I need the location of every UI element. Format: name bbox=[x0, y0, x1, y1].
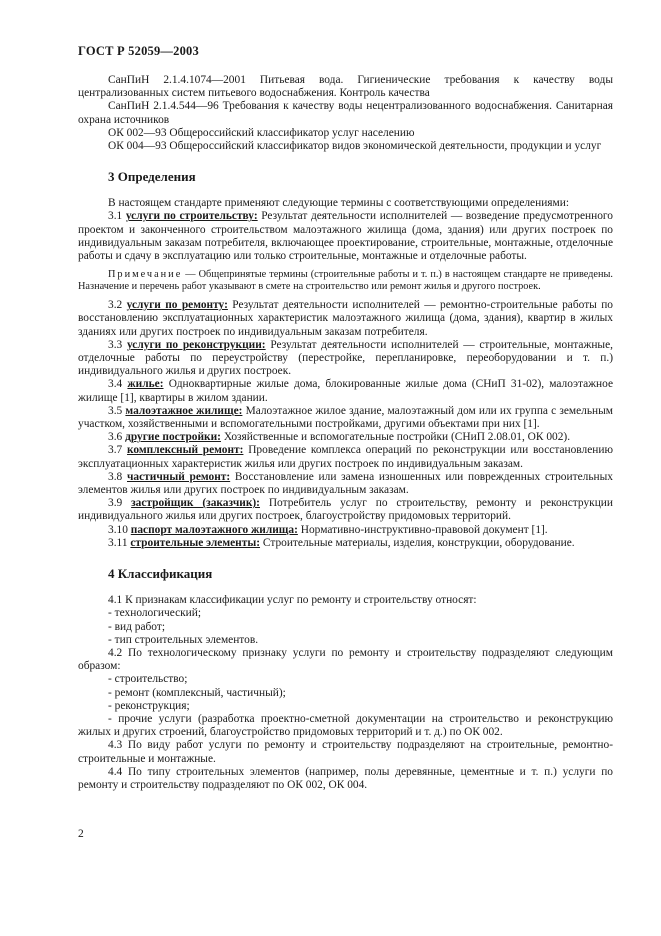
definition-number: 3.7 bbox=[108, 444, 123, 457]
definition-text: Малоэтажное жилое здание, малоэтажный дом или их группа с земельным участком, хозяйственными и вспомогательными постройками, другими объектами при них [1]. bbox=[78, 404, 613, 431]
definition-3-7 bbox=[78, 444, 613, 470]
list-item: - технологический; bbox=[108, 607, 202, 620]
definition-number: 3.8 bbox=[108, 470, 123, 483]
definition-term: услуги по строительству: bbox=[125, 210, 258, 223]
definition-term: паспорт малоэтажного жилища: bbox=[130, 523, 298, 536]
definition-term: услуги по реконструкции: bbox=[126, 338, 266, 351]
definition-number: 3.6 bbox=[108, 431, 123, 444]
clause-4-1: 4.1 К признакам классификации услуг по ремонту и строительству относят: bbox=[108, 594, 477, 607]
reference-ok-002: ОК 002—93 Общероссийский классификатор услуг населению bbox=[108, 126, 415, 139]
definition-3-5 bbox=[78, 405, 613, 431]
list-item: - вид работ; bbox=[108, 620, 165, 633]
definition-term: строительные элементы: bbox=[130, 536, 261, 549]
definition-number: 3.5 bbox=[108, 404, 123, 417]
definition-text: Хозяйственные и вспомогательные постройки (СНиП 2.08.01, ОК 002). bbox=[223, 431, 571, 444]
document-body bbox=[78, 74, 613, 792]
clause-4-4: 4.4 По типу строительных элементов (например, полы деревянные, цементные и т. п.) услуги по ремонту и строительству подразделяют по ОК 002, ОК 004. bbox=[78, 765, 613, 791]
section-3-title: 3 Определения bbox=[108, 169, 196, 185]
definition-3-3 bbox=[78, 339, 613, 379]
list-item: - строительство; bbox=[108, 673, 188, 686]
definition-number: 3.9 bbox=[108, 497, 123, 510]
list-item: - ремонт (комплексный, частичный); bbox=[108, 686, 286, 699]
definition-text: Нормативно-инструктивно-правовой документ [1]. bbox=[300, 523, 548, 536]
definition-text: Восстановление или замена изношенных или поврежденных строительных элементов жилья или других построек по индивидуальным заказам. bbox=[78, 470, 613, 497]
note-label: Примечание bbox=[108, 269, 183, 281]
document-header: ГОСТ Р 52059—2003 bbox=[78, 44, 199, 58]
definition-3-1 bbox=[78, 210, 613, 263]
definition-3-4 bbox=[78, 378, 613, 404]
reference-sanpin-544: СанПиН 2.1.4.544—96 Требования к качеству воды нецентрализованного водоснабжения. Санитарная охрана источников bbox=[78, 100, 613, 126]
definition-3-10 bbox=[78, 524, 613, 537]
definition-text: Результат деятельности исполнителей — строительные, монтажные, отделочные работы по переустройству (перестройке, перепланировке, переоборудовании и т. п.) индивидуального жилья и других построек. bbox=[78, 338, 613, 378]
page-number: 2 bbox=[78, 828, 84, 840]
definition-text: Проведение комплекса операций по реконструкции или восстановлению эксплуатационных характеристик жилья или других построек по индивидуальным заказам. bbox=[78, 444, 613, 470]
note-text: — Общепринятые термины (строительные работы и т. п.) в настоящем стандарте не приведены. Назначение и перечень работ указывают в смете на строительство или ремонт жилья и другого построек. bbox=[78, 269, 613, 293]
note bbox=[78, 269, 613, 293]
definition-text: Строительные материалы, изделия, конструкции, оборудование. bbox=[262, 536, 575, 549]
definition-number: 3.1 bbox=[108, 210, 123, 223]
clause-4-3: 4.3 По виду работ услуги по ремонту и строительству подразделяют на строительные, ремонтно-строительные и монтажные. bbox=[78, 739, 613, 765]
definition-term: жилье: bbox=[127, 378, 164, 391]
definition-text: Одноквартирные жилые дома, блокированные жилые дома (СНиП 31-02), малоэтажное жилище [1], квартиры в жилом здании. bbox=[78, 378, 613, 404]
section-4-title: 4 Классификация bbox=[108, 566, 213, 582]
definition-number: 3.3 bbox=[108, 338, 123, 351]
definition-3-2 bbox=[78, 299, 613, 339]
definition-number: 3.10 bbox=[108, 523, 128, 536]
definition-text: Результат деятельности исполнителей — возведение предусмотренного проектом и законченного строительством малоэтажного жилища (дома, здания) или других построек по индивидуальным заказам потребителя, включающее проектирование, строительные, монтажные, отделочные работы и сдачу в эксплуатацию или только строительные, монтажные и отделочные работы. bbox=[78, 210, 613, 263]
definition-number: 3.4 bbox=[108, 378, 123, 391]
definition-term: комплексный ремонт: bbox=[127, 444, 244, 457]
definition-number: 3.11 bbox=[108, 536, 128, 549]
definition-3-6 bbox=[78, 431, 613, 444]
definition-term: малоэтажное жилище: bbox=[125, 404, 243, 417]
list-item: - тип строительных элементов. bbox=[108, 633, 259, 646]
definition-term: частичный ремонт: bbox=[127, 470, 231, 483]
list-item: - прочие услуги (разработка проектно-сметной документации на строительство и реконструкцию жилых и других строений, благоустройство придомовых территорий и т. д.) по ОК 002. bbox=[78, 712, 613, 739]
definition-text: Результат деятельности исполнителей — ремонтно-строительные работы по восстановлению эксплуатационных характеристик малоэтажного жилища (дома, здания), квартир в жилых зданиях или других построек по индивидуальным заказам потребителя. bbox=[78, 299, 613, 338]
definition-3-11 bbox=[78, 537, 613, 550]
reference-ok-004: ОК 004—93 Общероссийский классификатор видов экономической деятельности, продукции и услуг bbox=[108, 140, 602, 153]
definition-term: услуги по ремонту: bbox=[126, 299, 228, 312]
definition-3-9 bbox=[78, 497, 613, 523]
clause-4-2: 4.2 По технологическому признаку услуги по ремонту и строительству подразделяют следующим образом: bbox=[78, 646, 613, 673]
definition-text: Потребитель услуг по строительству, ремонту и реконструкции индивидуального жилья или других построек, благоустройству придомовых территорий. bbox=[78, 497, 613, 523]
definition-term: другие постройки: bbox=[125, 431, 221, 444]
reference-sanpin-1074: СанПиН 2.1.4.1074—2001 Питьевая вода. Гигиенические требования к качеству воды централизованных систем питьевого водоснабжения. Контроль качества bbox=[78, 74, 613, 100]
definition-3-8 bbox=[78, 471, 613, 497]
definition-number: 3.2 bbox=[108, 299, 123, 312]
definition-term: застройщик (заказчик): bbox=[131, 497, 260, 510]
section-3-intro: В настоящем стандарте применяют следующие термины с соответствующими определениями: bbox=[108, 197, 570, 210]
list-item: - реконструкция; bbox=[108, 699, 190, 712]
